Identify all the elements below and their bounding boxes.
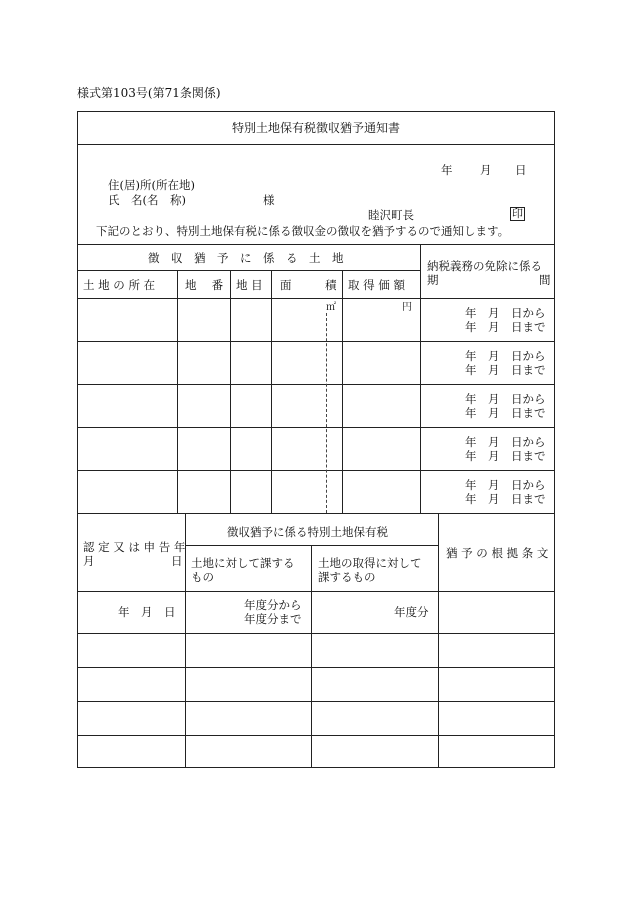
- period-from-row3: 年 月 日から: [465, 392, 546, 406]
- date-month: 月: [480, 163, 492, 177]
- table2-col-line-3: [438, 513, 439, 768]
- col-acquisition-price: 取 得 価 額: [348, 278, 405, 292]
- col-land-location: 土 地 の 所 在: [83, 278, 156, 292]
- table1-col-line-3: [271, 270, 272, 513]
- notice-statement: 下記のとおり、特別土地保有税に係る徴収金の徴収を猶予するので通知します。: [96, 224, 510, 238]
- period-from-row1: 年 月 日から: [465, 306, 546, 320]
- table1-row-divider-3: [77, 427, 555, 428]
- col-acquisition-tax-line2: 課するもの: [318, 570, 376, 584]
- col-legal-basis: 猶 予 の 根 拠 条 文: [446, 546, 549, 560]
- row-fiscal-from: 年度分から: [244, 598, 302, 612]
- row-date-placeholder: 年 月 日: [118, 605, 176, 619]
- table1-header-divider: [77, 298, 555, 299]
- period-from-row2: 年 月 日から: [465, 349, 546, 363]
- exemption-header-line1: 納税義務の免除に係る: [427, 259, 542, 273]
- exemption-header-ki: 期: [427, 273, 439, 287]
- form-title: 特別土地保有税徴収猶予通知書: [232, 121, 401, 135]
- table2-row-divider-4: [77, 735, 555, 736]
- col-date-day: 日: [171, 554, 183, 568]
- period-from-row5: 年 月 日から: [465, 478, 546, 492]
- table1-row-divider-2: [77, 384, 555, 385]
- table1-col-line-5: [420, 244, 421, 513]
- issuer-name: 睦沢町長: [368, 208, 414, 222]
- col-land-tax-line1: 土地に対して課する: [191, 556, 295, 570]
- date-year: 年: [441, 163, 453, 177]
- col-lot-number: 地 番: [185, 278, 224, 292]
- area-decimal-dotted-line: [326, 313, 327, 513]
- seal-mark: 印: [512, 207, 523, 220]
- title-divider: [77, 144, 555, 145]
- period-from-row4: 年 月 日から: [465, 435, 546, 449]
- table1-group-divider: [77, 270, 420, 271]
- form-number-label: 様式第103号(第71条関係): [77, 86, 221, 100]
- table2-group-header: 徴収猶予に係る特別土地保有税: [227, 525, 388, 539]
- table2-header-divider: [77, 591, 555, 592]
- table2-row-divider-3: [77, 701, 555, 702]
- col-land-tax-line2: もの: [191, 570, 214, 584]
- unit-yen: 円: [402, 302, 412, 313]
- period-to-row3: 年 月 日まで: [465, 406, 546, 420]
- table1-col-line-4: [342, 270, 343, 513]
- table1-col-line-1: [177, 270, 178, 513]
- row-fiscal-portion: 年度分: [394, 605, 429, 619]
- exemption-header-kan: 間: [539, 273, 551, 287]
- col-date-month: 月: [83, 554, 95, 568]
- table1-col-line-2: [230, 270, 231, 513]
- table2-col-line-2: [311, 545, 312, 768]
- period-to-row1: 年 月 日まで: [465, 320, 546, 334]
- period-to-row5: 年 月 日まで: [465, 492, 546, 506]
- period-to-row4: 年 月 日まで: [465, 449, 546, 463]
- col-date-line1: 認 定 又 は 申 告 年: [83, 540, 186, 554]
- address-label: 住(居)所(所在地): [108, 178, 195, 192]
- date-day: 日: [515, 163, 527, 177]
- name-label-first: 氏: [108, 193, 120, 207]
- name-label-rest: 名(名 称): [131, 193, 186, 207]
- unit-square-meter: ㎡: [326, 302, 336, 313]
- table1-row-divider-1: [77, 341, 555, 342]
- table1-row-divider-4: [77, 470, 555, 471]
- table1-top-border: [77, 244, 555, 245]
- col-area-b: 積: [325, 278, 337, 292]
- honorific-sama: 様: [263, 193, 275, 207]
- col-area-a: 面: [280, 278, 292, 292]
- table2-row-divider-1: [77, 633, 555, 634]
- table2-row-divider-2: [77, 667, 555, 668]
- col-acquisition-tax-line1: 土地の取得に対して: [318, 556, 422, 570]
- table1-group-header: 徴 収 猶 予 に 係 る 土 地: [148, 251, 344, 265]
- period-to-row2: 年 月 日まで: [465, 363, 546, 377]
- row-fiscal-to: 年度分まで: [244, 612, 302, 626]
- col-land-category: 地 目: [236, 278, 263, 292]
- table1-bottom-border: [77, 513, 555, 514]
